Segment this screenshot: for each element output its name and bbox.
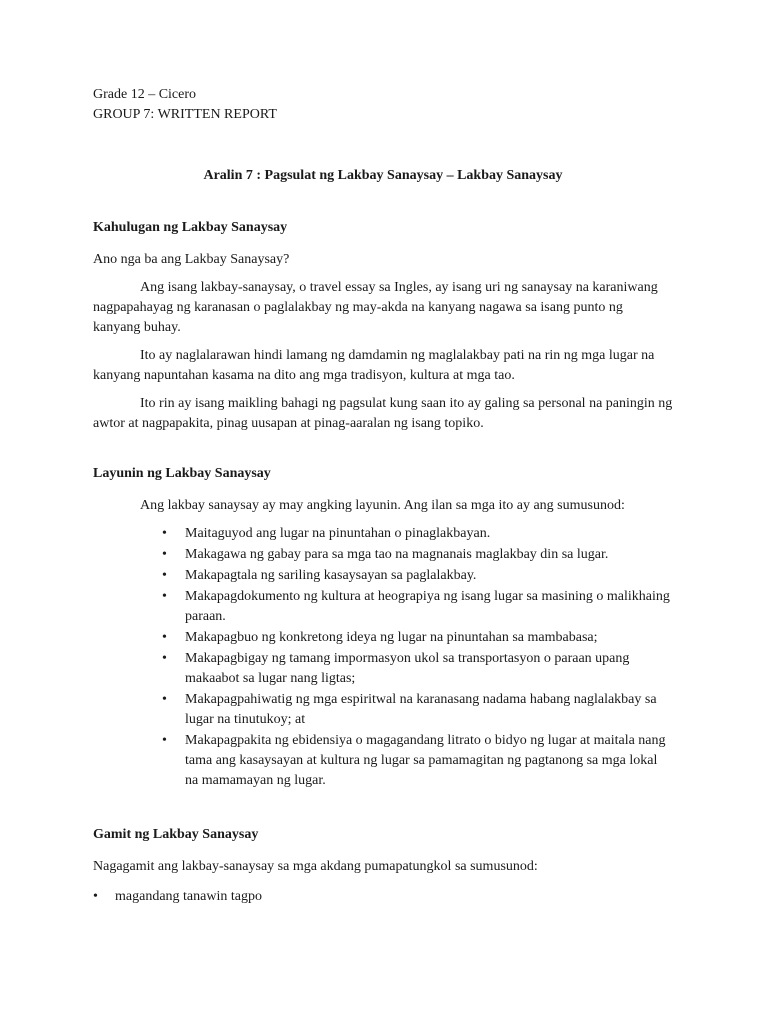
gamit-list [93, 887, 673, 907]
list-item: • Makapagdokumento ng kultura at heograpiya ng isang lugar sa masining o malikhaing paraan. [93, 587, 673, 627]
document-title: Aralin 7 : Pagsulat ng Lakbay Sanaysay – Lakbay Sanaysay [203, 168, 563, 183]
section-heading-layunin: Layunin ng Lakbay Sanaysay [93, 466, 271, 481]
grade-section-line: Grade 12 – Cicero [93, 87, 197, 102]
list-item: • Makapagtala ng sariling kasaysayan sa paglalakbay. [93, 566, 673, 586]
list-item: • Makapagpakita ng ebidensiya o magagandang litrato o bidyo ng lugar at maitala nang tama ang kasaysayan at kultura ng lugar sa pamamagitan ng pagtanong sa mga lokal na mamamayan ng lugar. [93, 731, 673, 791]
list-item: • Makapagbigay ng tamang impormasyon ukol sa transportasyon o paraan upang makaabot sa lugar nang ligtas; [93, 649, 673, 689]
paragraph: Ito rin ay isang maikling bahagi ng pagsulat kung saan ito ay galing sa personal na paningin ng awtor at nagpapakita, pinag uusapan at pinag-aaralan ng isang topiko. [93, 396, 673, 431]
document-body [93, 85, 673, 907]
section-heading-kahulugan: Kahulugan ng Lakbay Sanaysay [93, 220, 288, 235]
list-item: • magandang tanawin tagpo [93, 887, 673, 907]
section-question: Ano nga ba ang Lakbay Sanaysay? [93, 252, 290, 267]
layunin-list [93, 524, 673, 791]
list-item: • Makapagpahiwatig ng mga espiritwal na karanasang nadama habang naglalakbay sa lugar na tinutukoy; at [93, 690, 673, 730]
document-header [93, 85, 673, 125]
section-intro: Ang lakbay sanaysay ay may angking layunin. Ang ilan sa mga ito ay ang sumusunod: [140, 498, 625, 513]
list-item: • Makapagbuo ng konkretong ideya ng lugar na pinuntahan sa mambabasa; [93, 628, 673, 648]
group-report-line: GROUP 7: WRITTEN REPORT [93, 107, 277, 122]
section-heading-gamit: Gamit ng Lakbay Sanaysay [93, 827, 259, 842]
list-item: • Maitaguyod ang lugar na pinuntahan o pinaglakbayan. [93, 524, 673, 544]
paragraph: Ang isang lakbay-sanaysay, o travel essay sa Ingles, ay isang uri ng sanaysay na karaniwang nagpapahayag ng karanasan o paglalakbay ng may-akda na kanyang nagawa sa isang punto ng kanyang buhay. [93, 280, 658, 335]
paragraph: Ito ay naglalarawan hindi lamang ng damdamin ng maglalakbay pati na rin ng mga lugar na kanyang napuntahan kasama na dito ang mga tradisyon, kultura at mga tao. [93, 348, 655, 383]
list-item: • Makagawa ng gabay para sa mga tao na magnanais maglakbay din sa lugar. [93, 545, 673, 565]
section-intro: Nagagamit ang lakbay-sanaysay sa mga akdang pumapatungkol sa sumusunod: [93, 859, 538, 874]
